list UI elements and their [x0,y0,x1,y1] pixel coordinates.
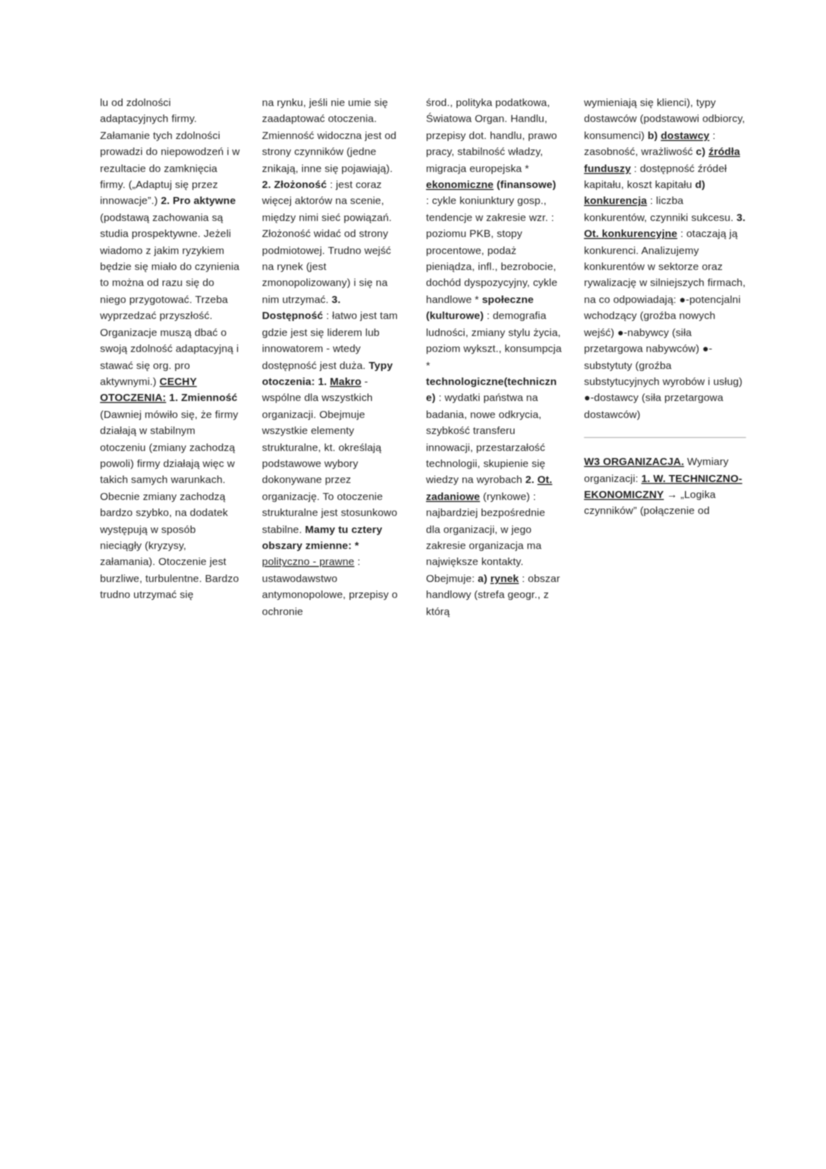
document-page [100,95,748,620]
text-run: Ot. zadaniowe [426,474,553,503]
text-run: Ot. konkurencyjne [584,228,678,241]
text-run: na rynku, jeśli nie umie się zaadaptować otoczenia. Zmienność widoczna jest od strony czynników (jedne znikają, inne się pojawiają). [262,97,397,175]
text-run: : zasobność, wrażliwość [584,129,716,159]
text-run: wymieniają się klienci), typy dostawców (podstawowi odbiorcy, konsumenci) [584,97,746,142]
text-run: c) [695,146,709,159]
text-run: b) [647,129,661,142]
text-column-3 [426,95,562,620]
text-run: : wydatki państwa na badania, nowe odkrycia, szybkość transferu innowacji, przestarzałość technologii, skupienie się wiedzy na wyrobach [426,392,546,487]
text-column-2 [262,95,404,620]
text-run: 2. [525,474,538,487]
text-run: dostawcy [660,129,710,142]
text-run: : dostępność źródeł kapitału, koszt kapitału [584,162,727,192]
text-run: : liczba konkurentów, czynniki sukcesu. [584,195,737,224]
text-run: (podstawą zachowania są studia prospektywne. Jeżeli wiadomo z jakim ryzykiem będzie się miało do czynienia to można od razu się do niego przygotować. Trzeba wyprzedzać przyszłość. Organizacje muszą dbać o swoją zdolność adaptacyjną i stawać się org. pro aktywnymi.) [100,211,240,388]
text-run: ekonomiczne [426,179,494,192]
text-run: d) [695,179,706,192]
text-run: polityczno - prawne [262,556,355,569]
text-run: : cykle koniunktury gosp., tendencje w zakresie wzr. : poziomu PKB, stopy procentowe, podaż pieniądza, infl., bezrobocie, dochód dyspozycyjny, cykle handlowe * [426,195,558,306]
text-run: : ustawodawstwo antymonopolowe, przepisy o ochronie [262,556,398,618]
text-run: 3. [736,211,746,224]
text-run: : łatwo jest tam gdzie jest się liderem lub innowatorem - wtedy dostępność jest duża. [262,310,398,372]
text-run: : obszar handlowy (strefa geogr., z którą [426,572,561,618]
text-run: : jest coraz więcej aktorów na scenie, między nimi sieć powiązań. Złożoność widać od strony podmiotowej. Trudno wejść na rynek (jest zmonopolizowany) i się na nim utrzymać. [262,179,392,306]
text-run: CECHY OTOCZENIA: [100,375,197,405]
text-run: W3 ORGANIZACJA. [584,456,685,469]
text-run: : demografia ludności, zmiany stylu życia, poziom wykszt., konsumpcja * [426,310,562,372]
text-run: Mamy tu cztery obszary zmienne: * [262,523,383,552]
section-divider [584,437,746,438]
text-run: (rynkowe) : najbardziej bezpośrednie dla organizacji, w jego zakresie organizacja ma największe kontakty. Obejmuje: [426,490,546,585]
text-run: a) [477,572,491,585]
text-run: (Dawniej mówiło się, że firmy działają w stabilnym otoczeniu (zmiany zachodzą powoli) firmy działają więc w takich samych warunkach. Obecnie zmiany zachodzą bardzo szybko, na dodatek występują w sposób nieciągły (kryzysy, załamania). Otoczenie jest burzliwe, turbulentne. Bardzo trudno utrzymać się [100,408,239,602]
text-column-1 [100,95,240,620]
text-run: 3. Dostępność [262,293,341,323]
text-run: Typy otoczenia: 1. [262,359,393,388]
text-run: : otaczają ją konkurenci. Analizujemy konkurentów w sektorze oraz rywalizację w silniejszych firmach, na co odpowiadają: ●-potencjalni wchodzący (groźba nowych wejść) ●-nabywcy (siła przetargowa nabywców) ●-substytuty (groźba substytucyjnych wyrobów i usług) ●-dostawcy (siła przetargowa dostawców) [584,228,746,421]
text-run: rynek [490,572,519,585]
text-run: konkurencja [584,195,647,208]
text-run: Wymiary organizacji: [584,456,729,485]
text-run: → „Logika czynników” (połączenie od [584,488,716,518]
text-run: 2. Pro aktywne [160,195,236,208]
text-run: środ., polityka podatkowa, Światowa Organ. Handlu, przepisy dot. handlu, prawo pracy, stabilność władzy, migracja europejska * [426,97,558,175]
text-column-4 [584,95,746,620]
text-run: (finansowe) [493,179,557,192]
text-run: Makro [329,375,362,388]
text-run: technologiczne(techniczne) [426,375,557,405]
text-run: 1. W. TECHNICZNO-EKONOMICZNY [584,472,743,501]
text-run: 2. Złożoność [262,179,327,192]
text-run: - wspólne dla wszystkich organizacji. Obejmuje wszystkie elementy strukturalne, kt. określają podstawowe wybory dokonywane przez organizację. To otoczenie strukturalne jest stosunkowo stabilne. [262,375,398,536]
text-run: 1. Zmienność [166,392,238,405]
text-run: społeczne (kulturowe) [426,293,534,323]
text-run: lu od zdolności adaptacyjnych firmy. Załamanie tych zdolności prowadzi do niepowodzeń i w rezultacie do zamknięcia firmy. („Adaptuj się przez innowacje”.) [100,97,240,208]
text-run: źródła funduszy [584,146,741,175]
